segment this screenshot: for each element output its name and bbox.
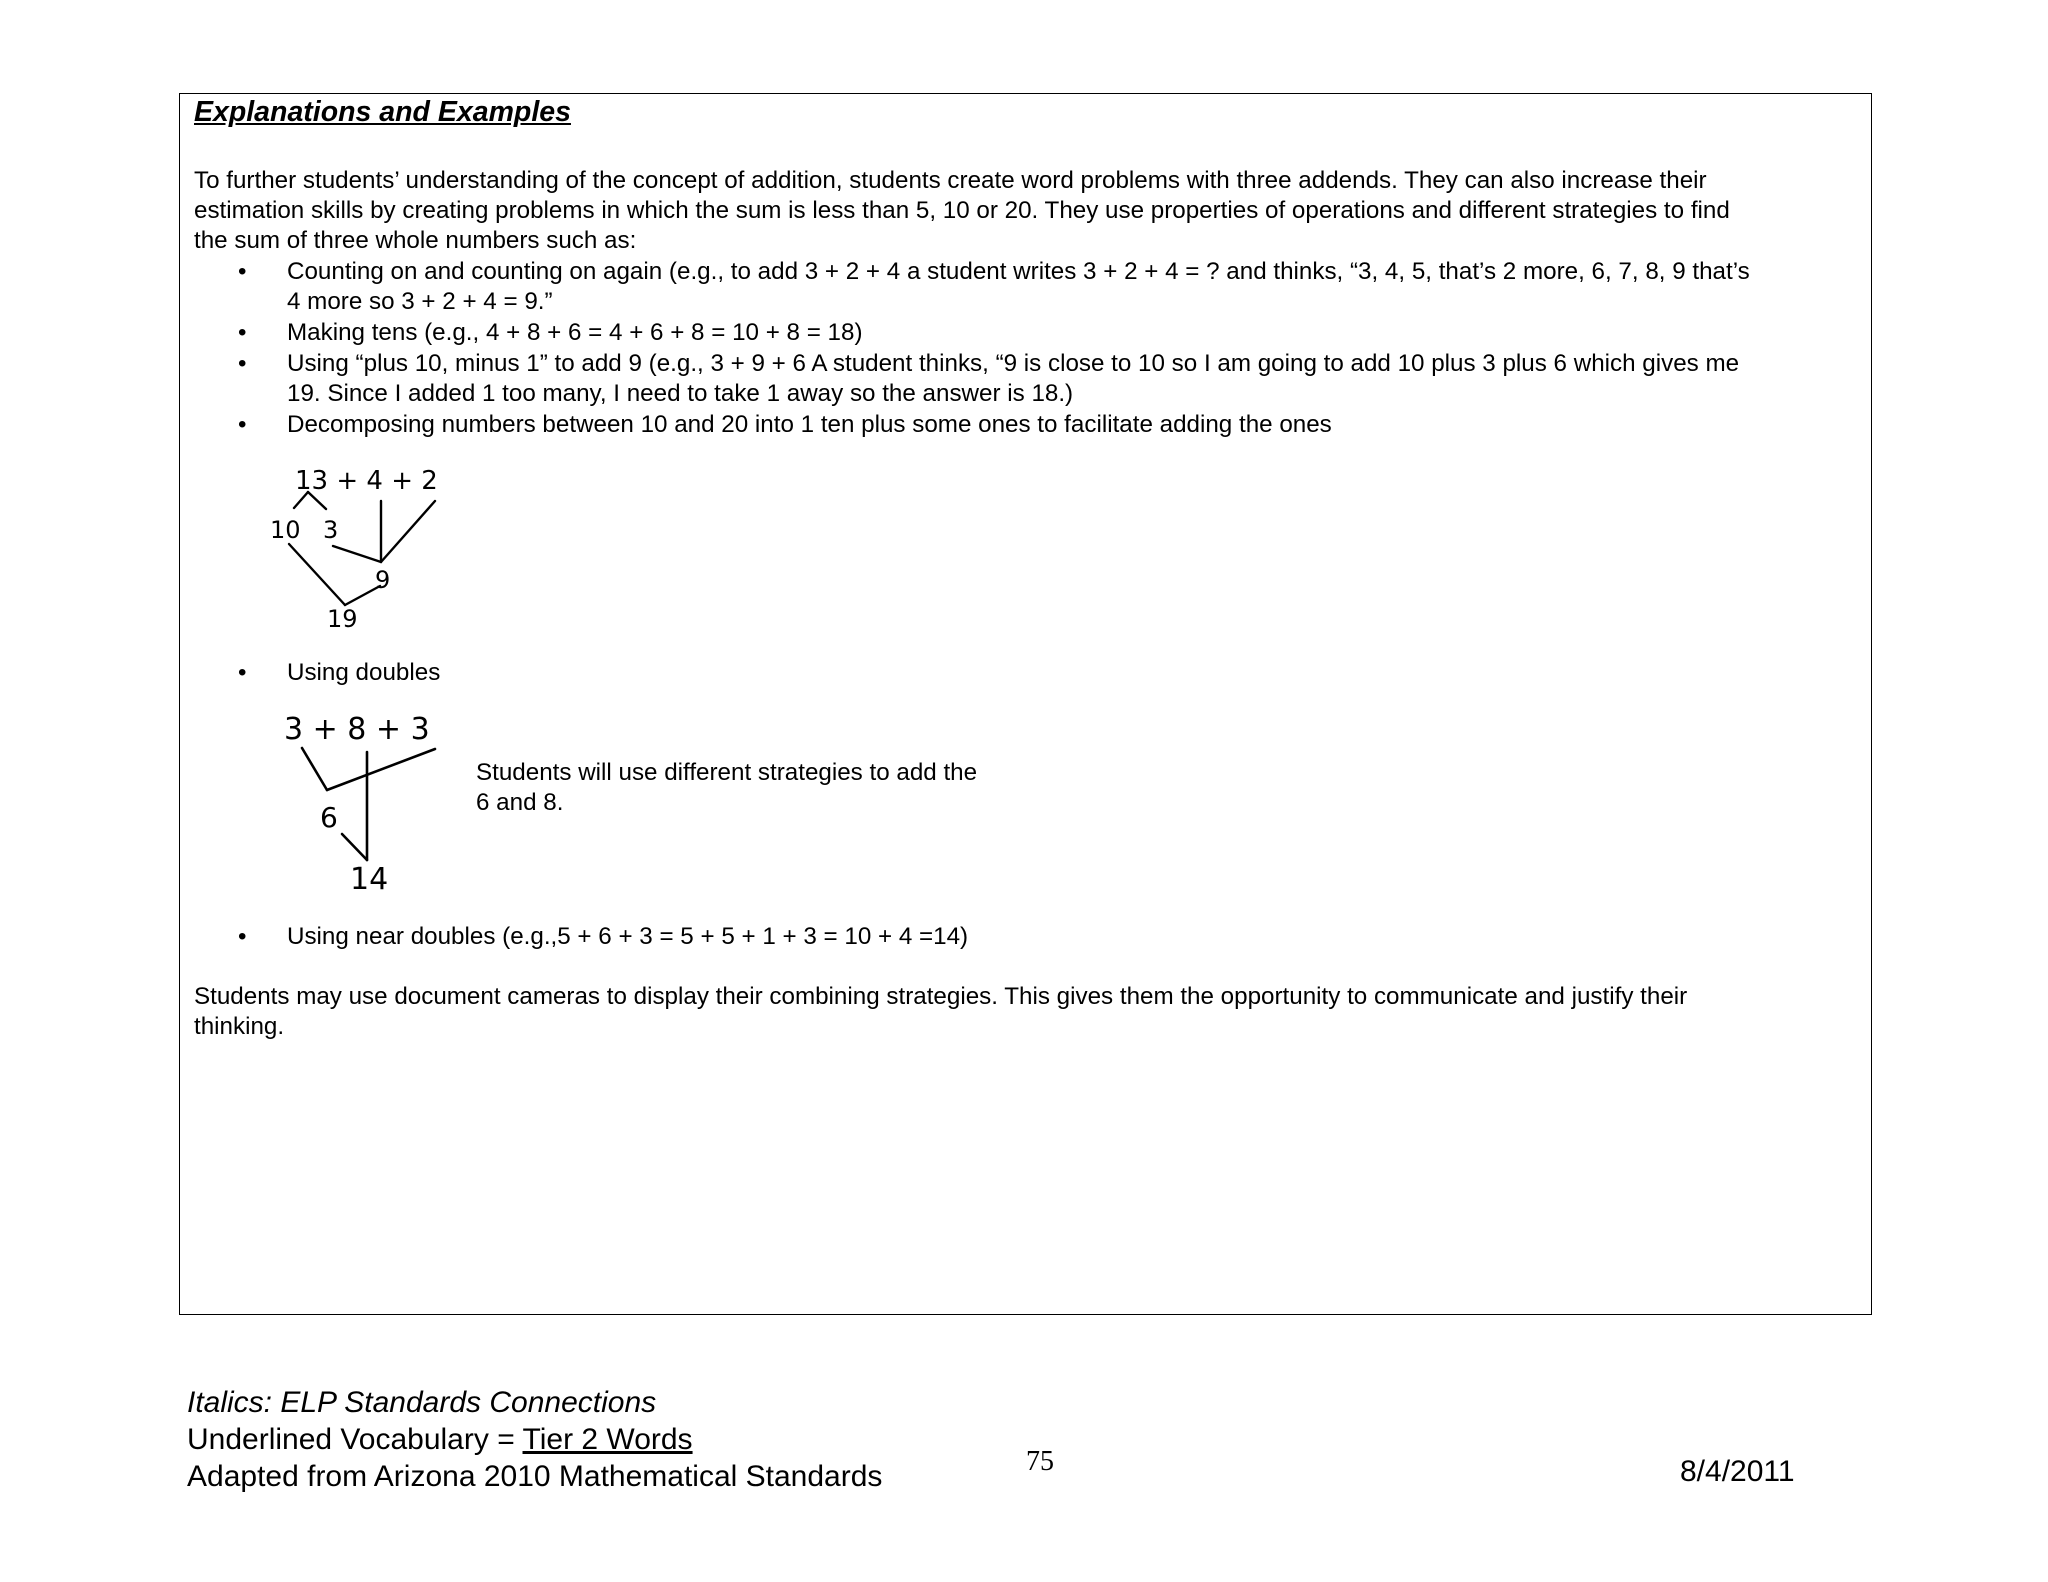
page-number: 75 [1026, 1446, 1054, 1477]
doubles-note [476, 758, 1036, 818]
intro-line: To further students’ understanding of the concept of addition, students create word problems with three addends. They can also increase their [194, 167, 1707, 194]
bullet-marker: • [238, 350, 247, 377]
bullet-marker: • [238, 319, 247, 346]
diagram-expression: 3 + 8 + 3 [284, 712, 430, 747]
diagram-partial-sum: 6 [320, 801, 338, 834]
strategy-line: Decomposing numbers between 10 and 20 into 1 ten plus some ones to facilitate adding the ones [287, 411, 1332, 438]
intro-paragraph [194, 166, 1862, 256]
decompose-diagram [260, 458, 460, 638]
strategy-line: Using doubles [287, 659, 441, 686]
bullet-marker: • [238, 411, 247, 438]
strategy-line: Using near doubles (e.g.,5 + 6 + 3 = 5 + 5 + 1 + 3 = 10 + 4 =14) [287, 923, 969, 950]
bullet-marker: • [238, 923, 247, 950]
strategy-near-doubles [287, 922, 1867, 952]
strategy-line: Using “plus 10, minus 1” to add 9 (e.g., 3 + 9 + 6 A student thinks, “9 is close to 10 so I am going to add 10 plus 3 plus 6 which gives me [287, 350, 1740, 377]
intro-line: estimation skills by creating problems in which the sum is less than 5, 10 or 20. They use properties of operations and different strategies to find [194, 197, 1730, 224]
strategy-making-tens [287, 318, 1867, 348]
footer-underline-prefix: Underlined Vocabulary = [187, 1423, 523, 1456]
note-line: Students will use different strategies to add the [476, 759, 978, 786]
strategy-decomposing [287, 410, 1867, 440]
footer-italics-legend: Italics: ELP Standards Connections [187, 1386, 657, 1419]
footer-date: 8/4/2011 [1680, 1455, 1795, 1488]
strategy-line: 19. Since I added 1 too many, I need to take 1 away so the answer is 18.) [287, 380, 1074, 407]
diagram-total: 19 [327, 605, 358, 633]
strategy-line: Counting on and counting on again (e.g., to add 3 + 2 + 4 a student writes 3 + 2 + 4 = ? and thinks, “3, 4, 5, that’s 2 more, 6, 7, 8, 9 that’s [287, 258, 1750, 285]
diagram-partial-sum: 9 [375, 566, 391, 594]
diagram-lines [289, 492, 435, 605]
note-line: 6 and 8. [476, 789, 564, 816]
diagram-split-tens: 10 [270, 516, 301, 544]
diagram-total: 14 [350, 862, 389, 897]
diagram-expression: 13 + 4 + 2 [295, 466, 438, 496]
intro-line: the sum of three whole numbers such as: [194, 227, 637, 254]
doubles-diagram [270, 704, 470, 904]
bullet-marker: • [238, 258, 247, 285]
footer-source: Adapted from Arizona 2010 Mathematical Standards [187, 1460, 883, 1493]
section-heading: Explanations and Examples [194, 96, 571, 128]
strategy-plus-ten-minus-one [287, 349, 1867, 409]
strategy-line: Making tens (e.g., 4 + 8 + 6 = 4 + 6 + 8 = 10 + 8 = 18) [287, 319, 863, 346]
strategy-line: 4 more so 3 + 2 + 4 = 9.” [287, 288, 553, 315]
bullet-marker: • [238, 659, 247, 686]
strategy-counting-on [287, 257, 1867, 317]
closing-line: thinking. [194, 1013, 285, 1040]
diagram-split-ones: 3 [323, 516, 339, 544]
footer-underline-legend [187, 1421, 882, 1458]
strategy-doubles [287, 658, 1867, 688]
closing-paragraph [194, 982, 1862, 1042]
page-footer [187, 1384, 882, 1495]
footer-tier2-words: Tier 2 Words [522, 1423, 693, 1456]
closing-line: Students may use document cameras to display their combining strategies. This gives them the opportunity to communicate and justify their [194, 983, 1688, 1010]
